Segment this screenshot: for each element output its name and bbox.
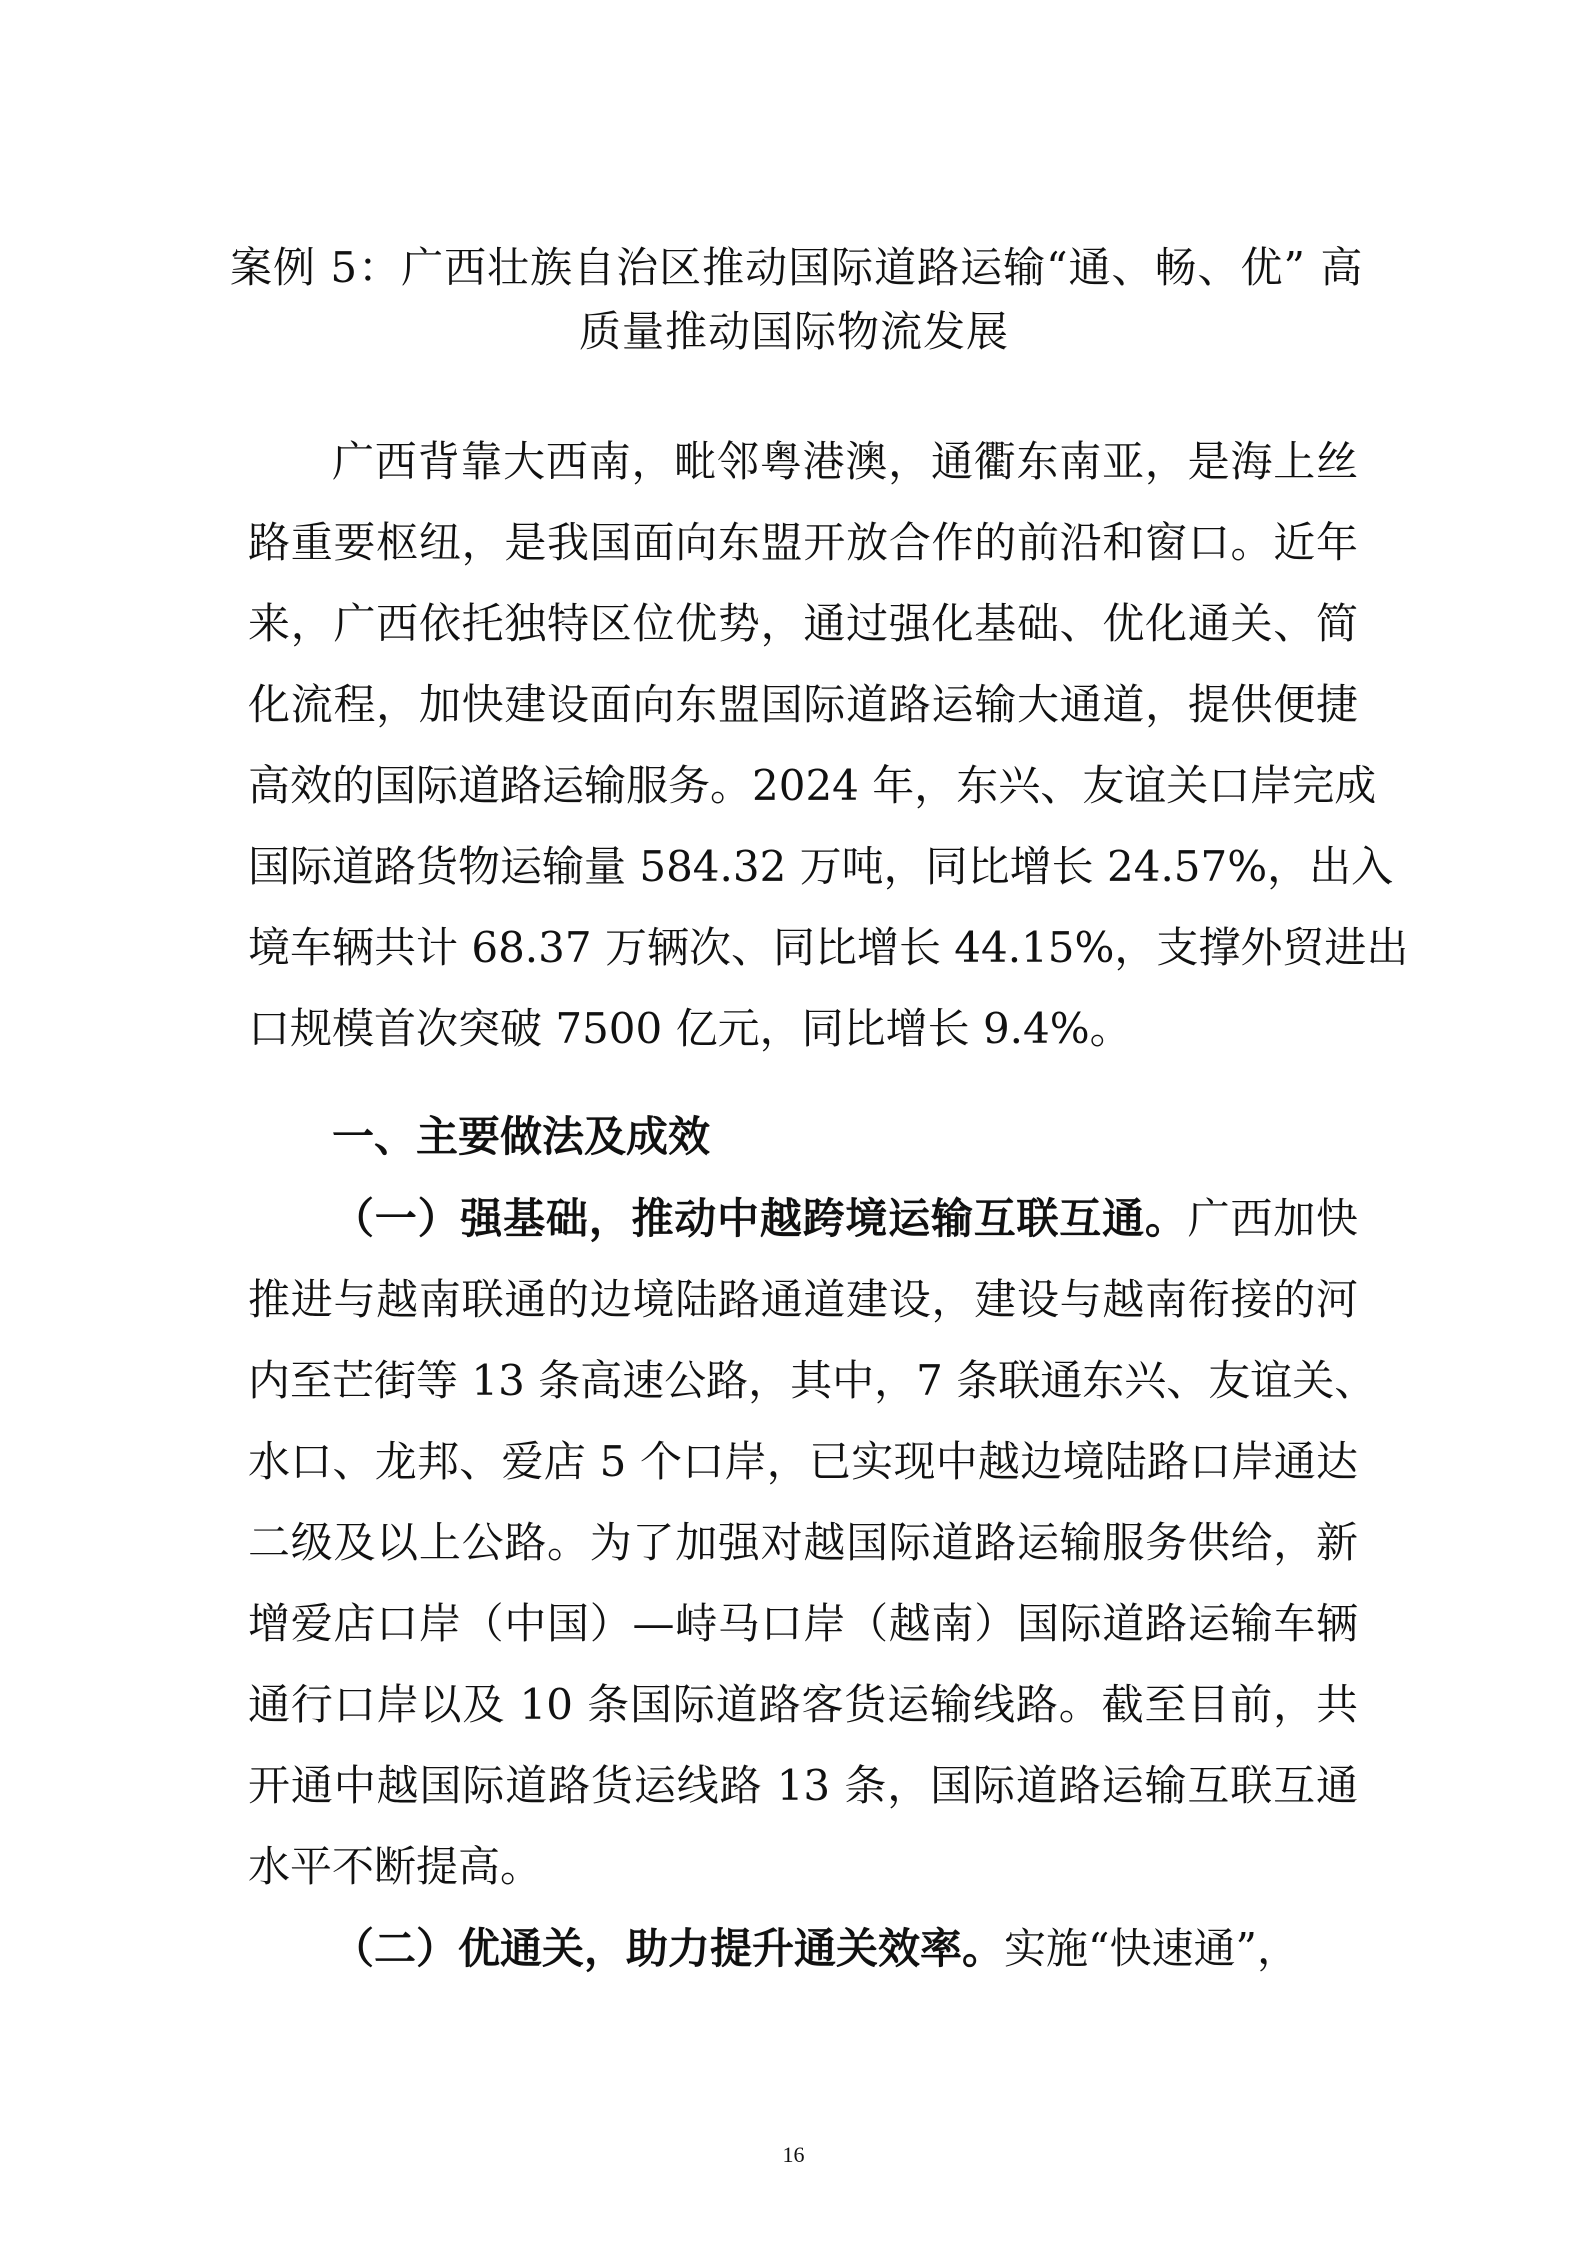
subsection-2-lead-tail: 实施“快速通”， xyxy=(1004,1924,1299,1973)
subsection-1-line: 水平不断提高。 xyxy=(248,1842,543,1891)
subsection-1-line: 增爱店口岸（中国）—峙马口岸（越南）国际道路运输车辆 xyxy=(248,1599,1358,1648)
intro-line: 国际道路货物运输量 584.32 万吨，同比增长 24.57%，出入 xyxy=(248,842,1394,891)
intro-line: 化流程，加快建设面向东盟国际道路运输大通道，提供便捷 xyxy=(248,680,1358,729)
subsection-1-line: 二级及以上公路。为了加强对越国际道路运输服务供给，新 xyxy=(248,1518,1358,1567)
subsection-1-line: 内至芒街等 13 条高速公路，其中，7 条联通东兴、友谊关、 xyxy=(248,1356,1377,1405)
subsection-1-line: 推进与越南联通的边境陆路通道建设，建设与越南衔接的河 xyxy=(248,1275,1358,1324)
subsection-1-line: 水口、龙邦、爱店 5 个口岸，已实现中越边境陆路口岸通达 xyxy=(248,1437,1358,1486)
intro-line: 高效的国际道路运输服务。2024 年，东兴、友谊关口岸完成 xyxy=(248,761,1377,810)
subsection-2-paragraph xyxy=(248,1908,1358,1989)
case-title xyxy=(230,236,1364,364)
intro-line: 境车辆共计 68.37 万辆次、同比增长 44.15%，支撑外贸进出 xyxy=(248,923,1409,972)
intro-line: 来，广西依托独特区位优势，通过强化基础、优化通关、简 xyxy=(248,599,1358,648)
intro-line: 广西背靠大西南，毗邻粤港澳，通衢东南亚，是海上丝 xyxy=(332,437,1358,486)
subsection-2-first-line xyxy=(248,1908,1358,1989)
subsection-1-lead-tail: 广西加快 xyxy=(1187,1194,1358,1243)
case-title-line-1: 案例 5：广西壮族自治区推动国际道路运输“通、畅、优” 高 xyxy=(230,243,1364,292)
subsection-1-first-line xyxy=(248,1178,1358,1259)
subsection-1-paragraph xyxy=(248,1178,1377,1907)
subsection-1-line: 通行口岸以及 10 条国际道路客货运输线路。截至目前，共 xyxy=(248,1680,1358,1729)
intro-paragraph xyxy=(248,421,1409,1069)
subsection-1-line: 开通中越国际道路货运线路 13 条，国际道路运输互联互通 xyxy=(248,1761,1358,1810)
case-title-line-2: 质量推动国际物流发展 xyxy=(578,307,1009,356)
page-number: 16 xyxy=(782,2142,805,2167)
intro-line: 路重要枢纽，是我国面向东盟开放合作的前沿和窗口。近年 xyxy=(248,518,1358,567)
section-heading: 一、主要做法及成效 xyxy=(332,1112,711,1161)
intro-line: 口规模首次突破 7500 亿元，同比增长 9.4%。 xyxy=(248,1004,1132,1053)
subsection-2-lead: （二）优通关，助力提升通关效率。 xyxy=(332,1924,1005,1973)
subsection-1-lead: （一）强基础，推动中越跨境运输互联互通。 xyxy=(332,1194,1188,1243)
